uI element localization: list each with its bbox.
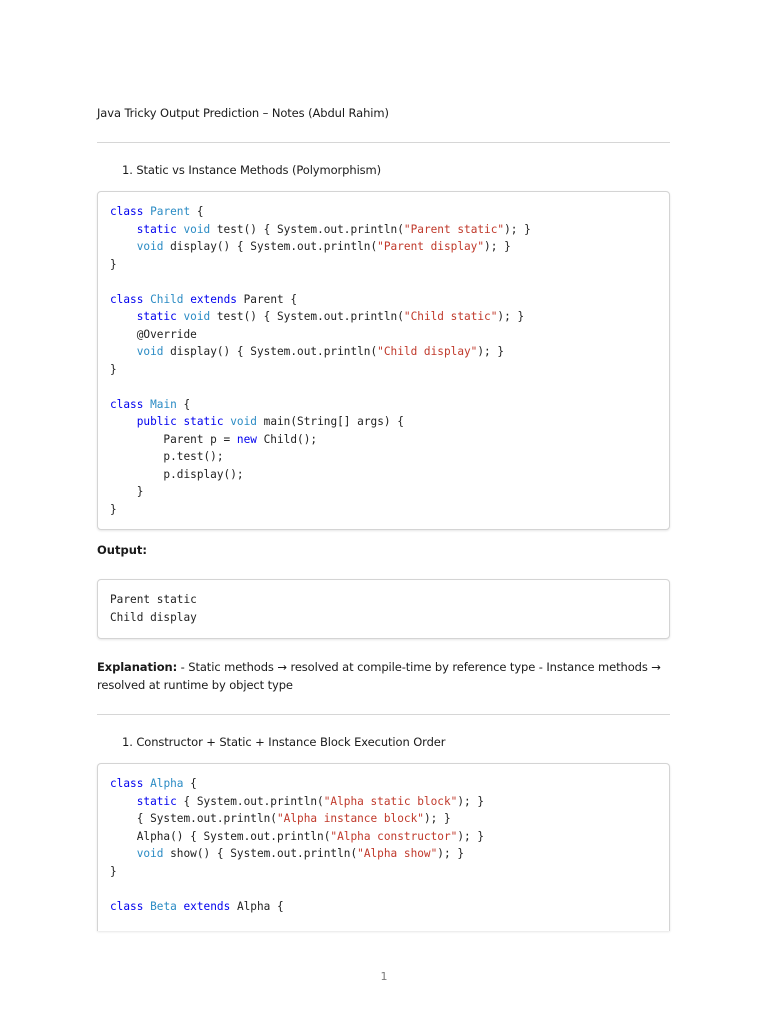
code-token — [110, 240, 137, 253]
keyword-token: class — [110, 899, 144, 913]
type-token: Beta — [150, 899, 177, 913]
code-token: ); } — [477, 345, 505, 358]
page-number: 1 — [380, 970, 388, 983]
string-token: "Alpha show" — [357, 847, 438, 860]
code-line — [110, 378, 657, 396]
keyword-token: class — [110, 292, 144, 306]
code-token: test() { System.out.println( — [210, 310, 404, 323]
code-token: { System.out.println( — [176, 794, 324, 808]
code-line — [110, 221, 657, 239]
explanation-text: - Static methods → resolved at compile-time by reference type - Instance methods → resolved at runtime by object type — [97, 660, 661, 692]
keyword-token: extends — [183, 899, 231, 913]
code-token: display() { System.out.println( — [163, 240, 378, 253]
explanation-label: Explanation: — [97, 660, 178, 674]
code-line — [110, 361, 657, 379]
explanation-paragraph — [97, 658, 672, 694]
string-token: "Parent static" — [403, 222, 505, 236]
code-line — [110, 466, 657, 484]
code-token: ); } — [504, 222, 531, 236]
code-token: { — [176, 397, 191, 411]
type-token: Alpha — [150, 777, 184, 790]
code-line — [110, 308, 657, 326]
string-token: "Alpha constructor" — [330, 829, 458, 843]
code-token: show() { System.out.println( — [163, 847, 358, 860]
code-line — [110, 880, 657, 898]
code-token — [110, 415, 137, 428]
code-block-polymorphism — [97, 191, 670, 530]
type-token: Main — [150, 397, 177, 411]
section-heading-static-vs-instance: 1. Static vs Instance Methods (Polymorphism) — [122, 163, 382, 177]
code-token: Child(); — [256, 432, 318, 446]
code-block-execution-order — [97, 763, 670, 931]
type-token: void — [136, 847, 164, 860]
code-line — [110, 273, 657, 291]
code-token: ); } — [423, 812, 451, 825]
string-token: "Alpha static block" — [323, 794, 458, 808]
type-token: void — [136, 240, 164, 253]
code-token: Parent static — [110, 593, 197, 606]
horizontal-rule — [97, 714, 670, 715]
code-token: } — [110, 362, 117, 376]
document-title: Java Tricky Output Prediction – Notes (Abdul Rahim) — [97, 106, 389, 120]
code-token: Alpha() { System.out.println( — [110, 829, 331, 843]
code-token: { System.out.println( — [110, 812, 277, 825]
keyword-token: class — [110, 397, 144, 411]
output-line — [110, 591, 657, 609]
code-token — [110, 795, 137, 808]
code-lines — [110, 203, 657, 518]
horizontal-rule — [97, 142, 670, 143]
code-token: ); } — [484, 240, 511, 253]
code-line — [110, 483, 657, 501]
code-token: p.test(); — [110, 450, 224, 463]
string-token: "Alpha instance block" — [276, 812, 424, 825]
keyword-token: static — [136, 222, 177, 236]
keyword-token: public — [136, 415, 177, 428]
code-token: { — [183, 777, 197, 790]
code-line — [110, 501, 657, 519]
code-token: Child display — [110, 610, 197, 624]
code-line — [110, 863, 657, 881]
code-token — [110, 345, 137, 358]
code-token: test() { System.out.println( — [210, 222, 404, 236]
code-token: p.display(); — [110, 467, 244, 481]
code-token: } — [110, 257, 117, 271]
keyword-token: static — [136, 310, 177, 323]
code-token — [110, 310, 137, 323]
section-heading-execution-order: 1. Constructor + Static + Instance Block Execution Order — [122, 735, 446, 749]
keyword-token: static — [183, 415, 224, 428]
code-token: { — [190, 205, 204, 218]
code-token — [177, 900, 184, 913]
code-line — [110, 845, 657, 863]
keyword-token: class — [110, 777, 144, 790]
output-lines — [110, 591, 657, 626]
code-line — [110, 238, 657, 256]
keyword-token: new — [236, 432, 257, 446]
code-line — [110, 448, 657, 466]
output-line — [110, 609, 657, 627]
code-token: Parent p = — [110, 432, 237, 446]
code-line — [110, 793, 657, 811]
code-token — [110, 223, 137, 236]
type-token: void — [183, 222, 211, 236]
code-token: ); } — [457, 794, 485, 808]
output-label: Output: — [97, 543, 147, 557]
keyword-token: extends — [190, 292, 237, 306]
code-line — [110, 431, 657, 449]
type-token: void — [230, 415, 257, 428]
keyword-token: static — [136, 794, 177, 808]
code-line — [110, 810, 657, 828]
code-line — [110, 256, 657, 274]
string-token: "Parent display" — [377, 240, 485, 253]
code-token: ); } — [437, 847, 465, 860]
code-token: display() { System.out.println( — [163, 345, 378, 358]
code-lines — [110, 775, 657, 915]
code-token: main(String[] args) { — [256, 415, 404, 428]
code-line — [110, 828, 657, 846]
code-line — [110, 203, 657, 221]
code-line — [110, 326, 657, 344]
code-line — [110, 775, 657, 793]
output-block — [97, 579, 670, 639]
code-token — [110, 847, 137, 860]
code-token: ); } — [497, 310, 525, 323]
code-token: } — [110, 502, 117, 516]
code-token: } — [110, 485, 144, 498]
type-token: void — [183, 310, 211, 323]
code-token: } — [110, 864, 117, 878]
string-token: "Child static" — [403, 310, 498, 323]
code-token: ); } — [457, 829, 485, 843]
type-token: void — [136, 345, 164, 358]
type-token: Parent — [150, 205, 191, 218]
code-line — [110, 413, 657, 431]
code-token: @Override — [110, 327, 197, 341]
code-line — [110, 343, 657, 361]
string-token: "Child display" — [377, 345, 478, 358]
keyword-token: class — [110, 205, 144, 218]
code-line — [110, 898, 657, 916]
code-line — [110, 396, 657, 414]
code-line — [110, 291, 657, 309]
code-token: Parent { — [236, 292, 298, 306]
code-token: Alpha { — [230, 899, 284, 913]
type-token: Child — [150, 292, 184, 306]
